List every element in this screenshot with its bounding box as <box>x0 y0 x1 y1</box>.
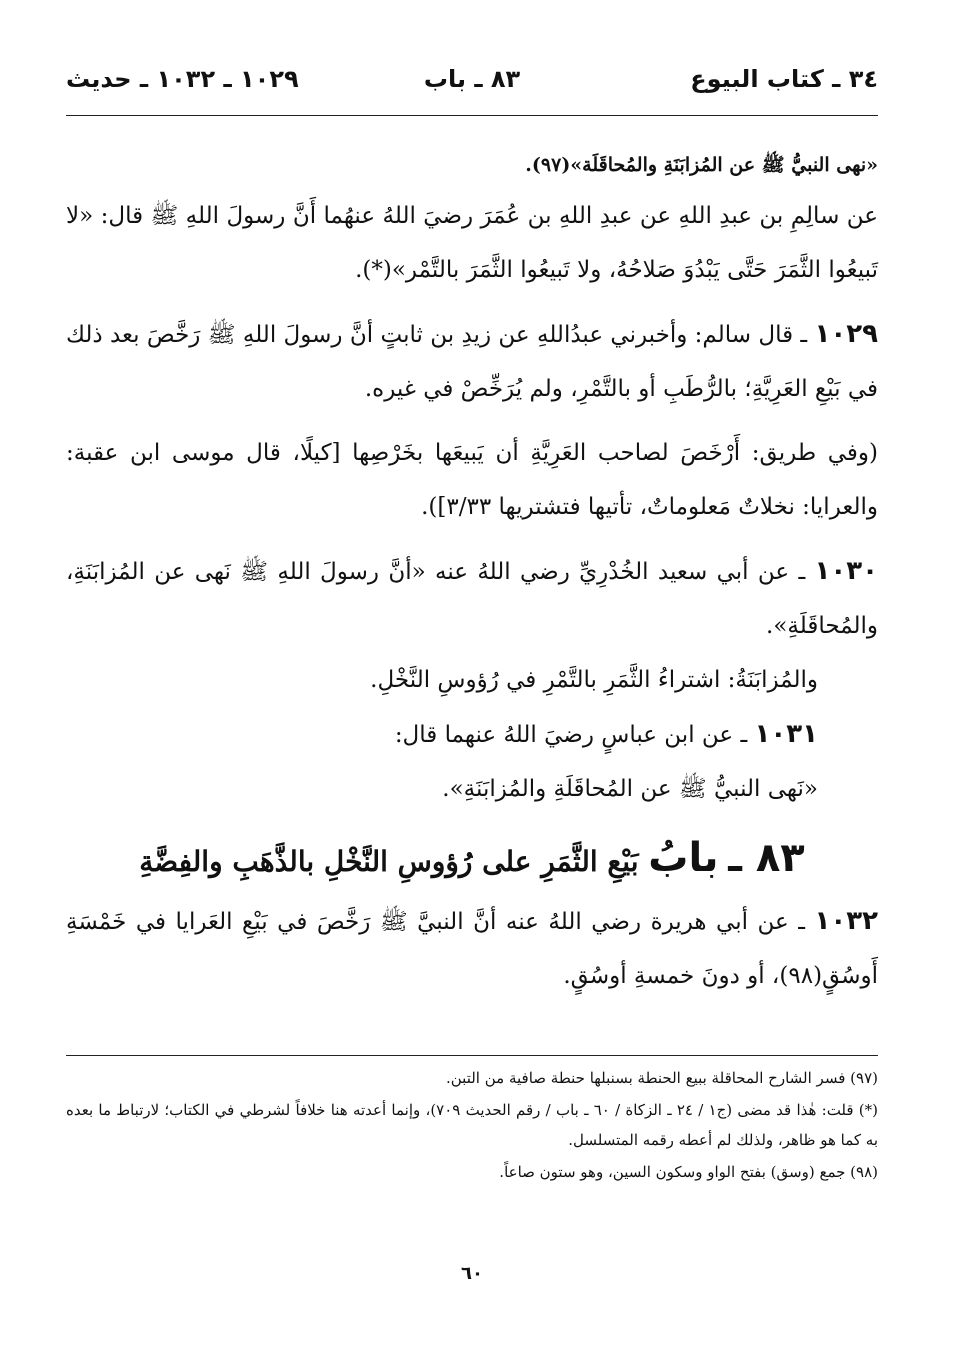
chapter-title: بَيْعِ الثَّمَرِ على رُؤوسِ النَّخْلِ بالذَّهَبِ والفِضَّةِ <box>139 845 639 878</box>
footnote-97: (٩٧) فسر الشارح المحاقلة ببيع الحنطة بسنبلها حنطة صافية من التبن. <box>446 1069 878 1087</box>
footnotes <box>66 1063 878 1189</box>
hadith-1029-variant: (وفي طريق: أَرْخَصَ لصاحب العَرِيَّةِ أن يَبيعَها بخَرْصِها [كيلًا، قال موسى ابن عقبة: والعرايا: نخلاتٌ مَعلوماتٌ، تأتيها فتشتريها ٣/٣٣]). <box>66 440 878 520</box>
header-hadith-range: ١٠٢٩ ـ ١٠٣٢ ـ حديث <box>66 65 299 93</box>
hadith-text-1031: ـ عن ابن عباسٍ رضيَ اللهُ عنهما قال: <box>394 722 748 748</box>
hadith-1031-quote: «نَهى النبيُّ ﷺ عن المُحاقَلَةِ والمُزابَنَةِ». <box>442 776 818 802</box>
hadith-1032 <box>66 894 878 1003</box>
hadith-number-1029: ١٠٢٩ <box>814 319 879 349</box>
hadith-title-line: «نهى النبيُّ ﷺ عن المُزابَنَةِ والمُحاقَلَة»(٩٧). <box>525 154 878 176</box>
chapter-heading <box>66 826 878 894</box>
hadith-text-1029: ـ قال سالم: وأخبرني عبدُاللهِ عن زيدِ بن ثابتٍ أنَّ رسولَ اللهِ ﷺ رَخَّصَ بعد ذلك في بَيْعِ العَرِيَّةِ؛ بالرُّطَبِ أو بالتَّمْرِ، ولم يُرَخِّصْ في غيره. <box>66 322 878 402</box>
footnote-98: (٩٨) جمع (وسق) بفتح الواو وسكون السين، وهو ستون صاعاً. <box>499 1163 878 1181</box>
footnote-star: (*) قلت: هٰذا قد مضى (ج١ / ٢٤ ـ الزكاة / ٦٠ ـ باب / رقم الحديث ٧٠٩)، وإنما أعدته هنا خلافاً لشرطي في الكتاب؛ لارتباط ما بعده به كما هو ظاهر، ولذلك لم أعطه رقمه المتسلسل. <box>66 1101 879 1149</box>
hadith-1029 <box>66 307 878 416</box>
header-divider <box>66 115 878 116</box>
header-book-title: ٣٤ ـ كتاب البيوع <box>690 65 878 93</box>
page-number: ٦٠ <box>461 1263 483 1284</box>
book-page <box>66 55 878 1325</box>
footnote-divider <box>66 1055 878 1056</box>
hadith-number-1032: ١٠٣٢ <box>814 906 878 936</box>
hadith-number-1030: ١٠٣٠ <box>814 556 878 586</box>
hadith-text-1030: ـ عن أبي سعيد الخُدْرِيِّ رضي اللهُ عنه «أنَّ رسولَ اللهِ ﷺ نَهى عن المُزابَنَةِ، والمُحاقَلَةِ». <box>66 559 878 639</box>
paragraph-salim: عن سالِمِ بن عبدِ اللهِ عن عبدِ اللهِ بن عُمَرَ رضيَ اللهُ عنهُما أَنَّ رسولَ اللهِ ﷺ قال: «لا تَبيعُوا الثَّمَرَ حَتَّى يَبْدُوَ صَلاحُهُ، ولا تَبيعُوا الثَّمَرَ بالتَّمْر»(*). <box>66 203 878 283</box>
hadith-1030 <box>66 544 878 653</box>
hadith-number-1031: ١٠٣١ <box>754 719 818 749</box>
header-chapter: ٨٣ ـ باب <box>423 65 521 93</box>
main-text <box>66 145 878 1003</box>
hadith-text-1032: ـ عن أبي هريرة رضي اللهُ عنه أنَّ النبيَّ ﷺ رَخَّصَ في بَيْعِ العَرايا في خَمْسَةِ أَوسُقٍ(٩٨)، أو دونَ خمسةِ أوسُقٍ. <box>66 909 878 989</box>
hadith-1031 <box>66 707 878 762</box>
chapter-number: ٨٣ ـ <box>728 835 805 881</box>
muzabana-definition: والمُزابَنَةُ: اشتراءُ الثَّمَرِ بالتَّمْرِ في رُؤوسِ النَّخْلِ. <box>370 667 818 693</box>
running-header <box>66 65 878 105</box>
chapter-word: بابُ <box>648 835 719 881</box>
